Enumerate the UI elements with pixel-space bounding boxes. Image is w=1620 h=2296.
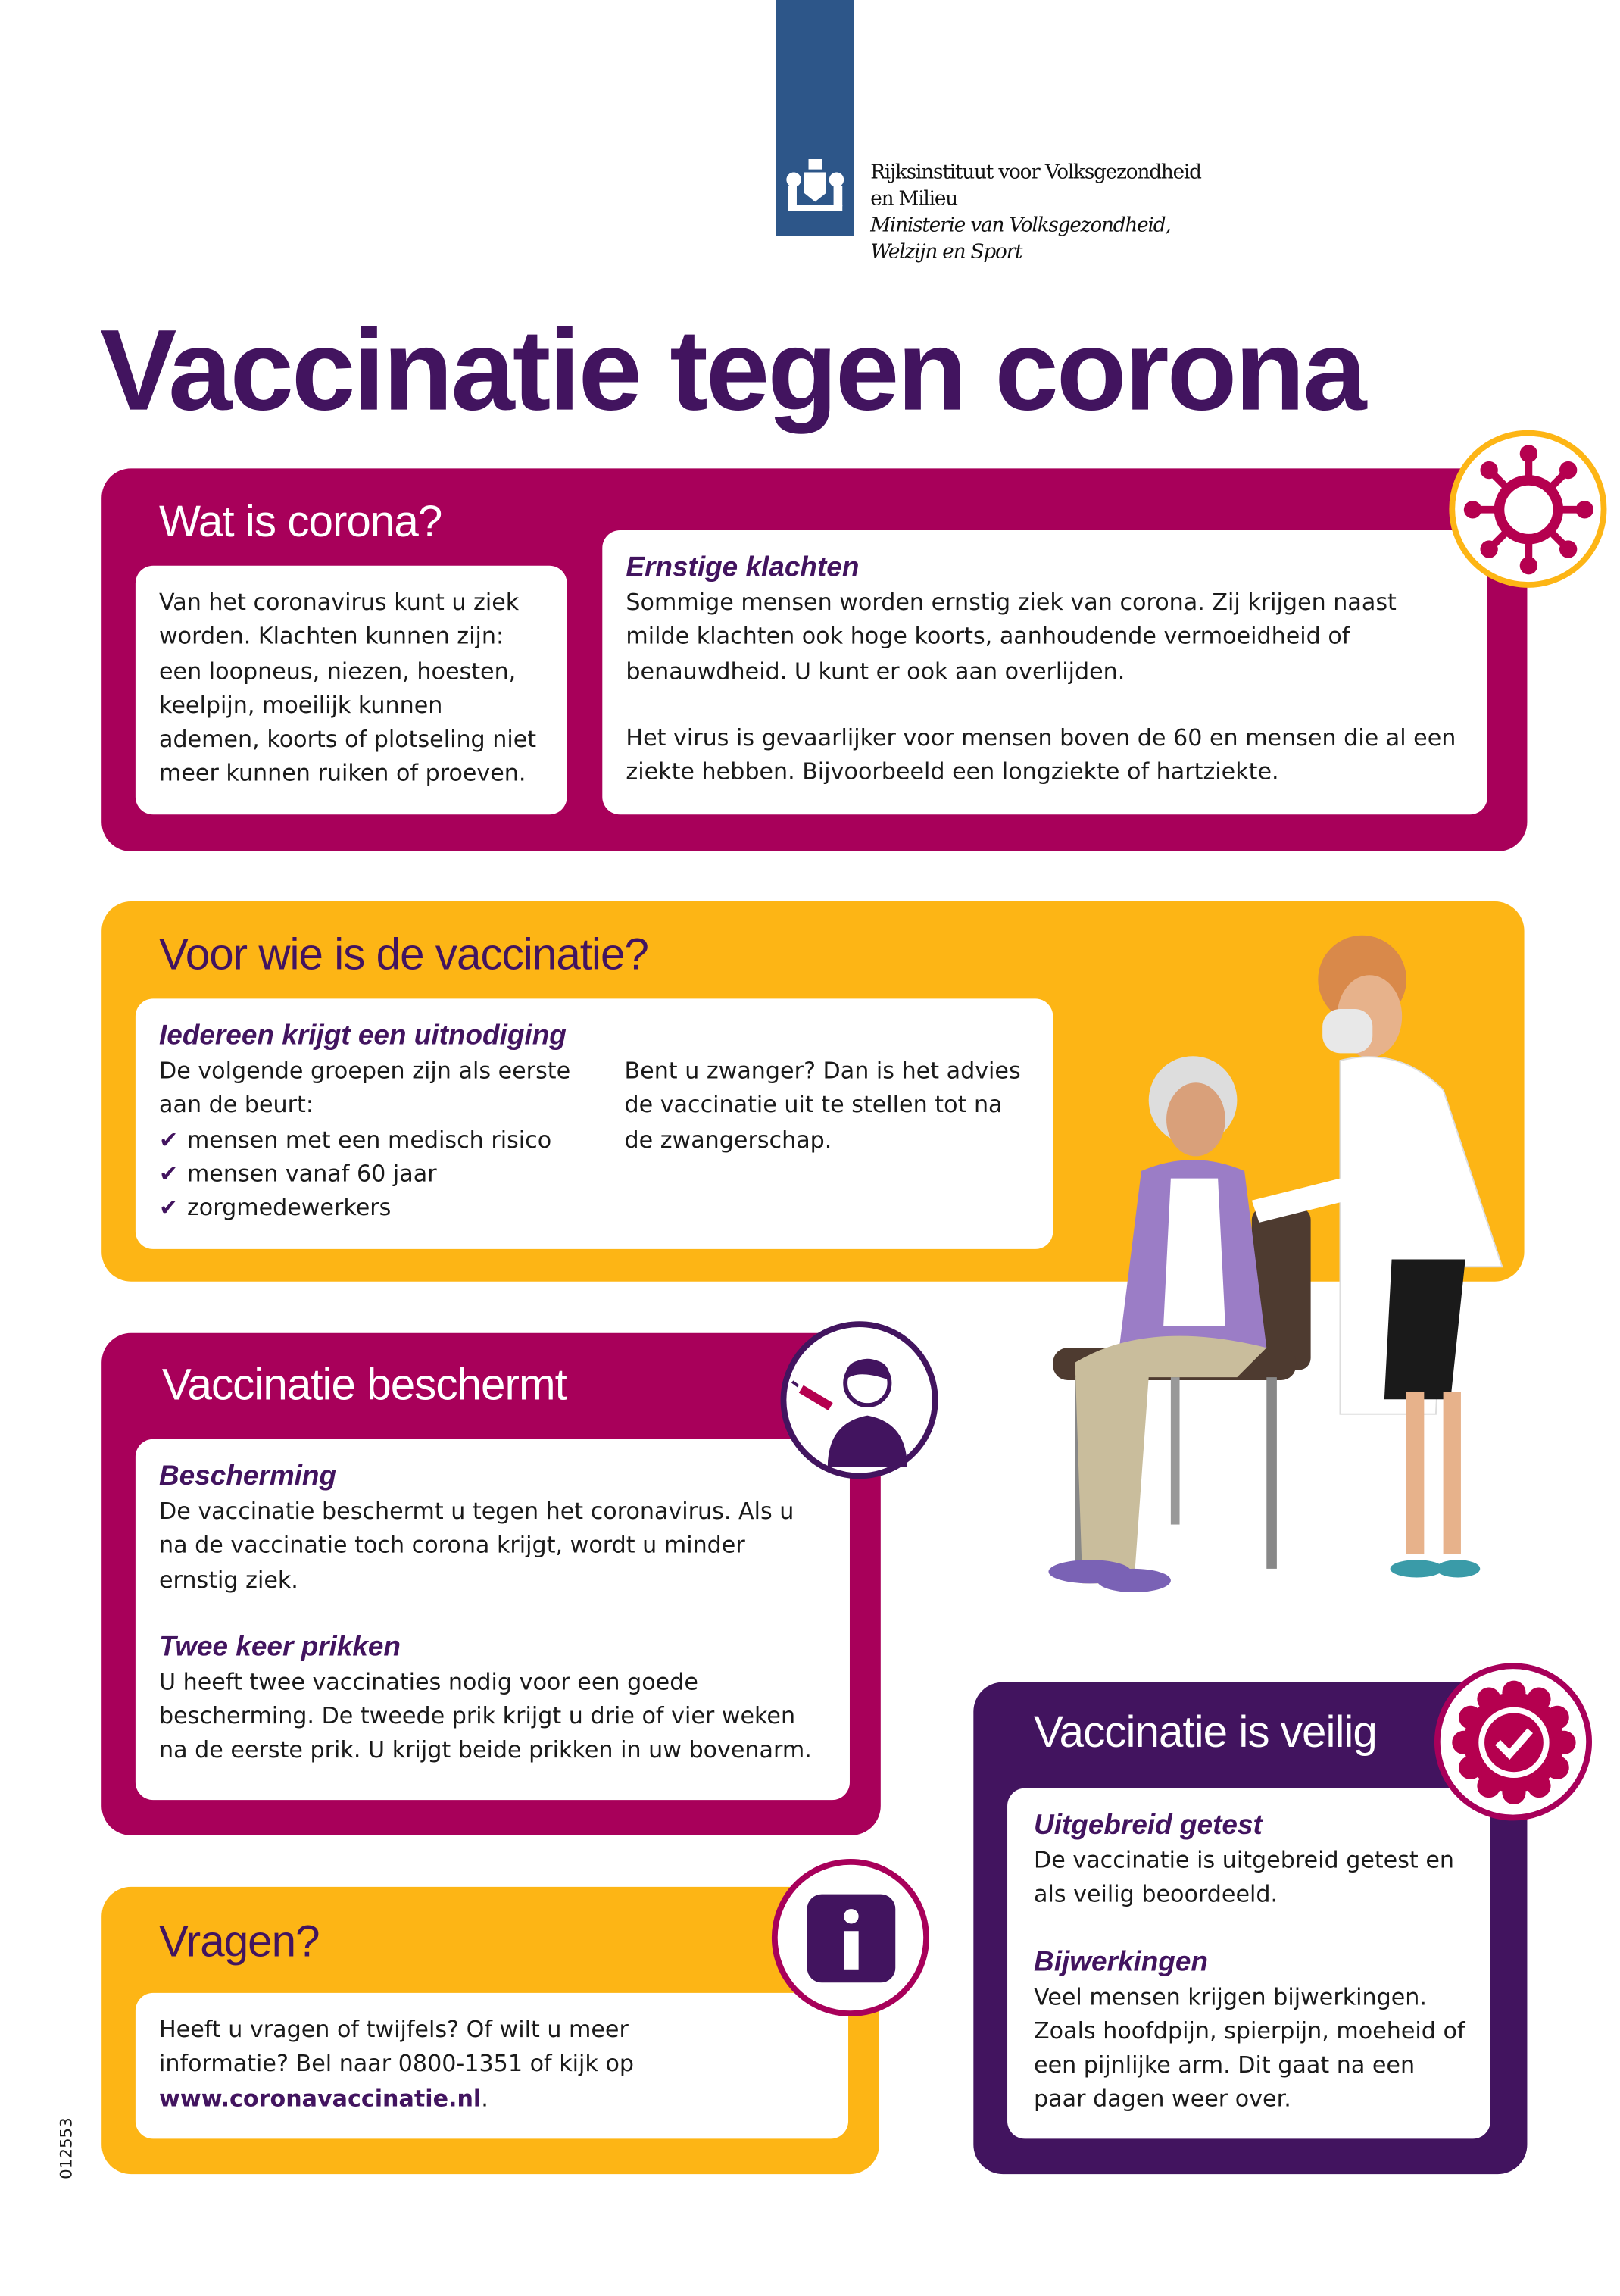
- paragraph: Sommige mensen worden ernstig ziek van corona. Zij krijgen naast milde klachten ook hoge koorts, aanhoudende vermoeidheid of benauwdheid. U kunt er ook aan overlijden.: [626, 589, 1397, 685]
- list-item: ✔ mensen met een medisch risico: [159, 1123, 579, 1157]
- website-link[interactable]: www.coronavaccinatie.nl: [159, 2085, 482, 2112]
- page-title: Vaccinatie tegen corona: [100, 305, 1365, 435]
- approved-badge-icon: [1434, 1663, 1592, 1820]
- questions-text: Heeft u vragen of twijfels? Of wilt u meer informatie? Bel naar 0800-1351 of kijk op: [159, 2016, 635, 2078]
- questions-card: [136, 1993, 848, 2139]
- coat-of-arms-icon: [782, 156, 849, 218]
- subheading: Uitgebreid getest: [1034, 1810, 1263, 1841]
- section-heading: Vaccinatie is veilig: [1034, 1708, 1377, 1757]
- paragraph: Veel mensen krijgen bijwerkingen. Zoals hoofdpijn, spierpijn, moeheid of een pijnlijke arm. Dit gaat na een paar dagen weer over.: [1034, 1983, 1465, 2113]
- vaccinated-person-icon: [781, 1321, 938, 1479]
- subheading: Twee keer prikken: [159, 1632, 401, 1663]
- paragraph: De volgende groepen zijn als eerste aan de beurt:: [159, 1057, 571, 1119]
- subheading: Bijwerkingen: [1034, 1946, 1208, 1978]
- section-heading: Wat is corona?: [159, 498, 442, 547]
- logo-text: [870, 159, 1201, 265]
- vaccination-illustration: [1031, 920, 1517, 1598]
- institute-name-2: en Milieu: [870, 186, 958, 211]
- pregnancy-text: Bent u zwanger? Dan is het advies de vaccinatie uit te stellen tot na de zwangerschap.: [624, 1057, 1021, 1153]
- list-item: ✔ zorgmedewerkers: [159, 1192, 579, 1226]
- groups-list: [159, 1123, 579, 1226]
- section-heading: Vaccinatie beschermt: [161, 1360, 567, 1410]
- section-heading: Vragen?: [159, 1917, 320, 1966]
- list-item: ✔ mensen vanaf 60 jaar: [159, 1157, 579, 1192]
- symptoms-card: [136, 566, 567, 815]
- info-icon: [772, 1859, 929, 2016]
- subheading: Bescherming: [159, 1460, 337, 1492]
- symptoms-text: Van het coronavirus kunt u ziek worden. Klachten kunnen zijn: een loopneus, niezen, hoesten, keelpijn, moeilijk kunnen ademen, koorts of plotseling niet meer kunnen ruiken of proeven.: [159, 589, 537, 788]
- protection-card: [136, 1439, 850, 1800]
- paragraph: Het virus is gevaarlijker voor mensen boven de 60 en mensen die al een ziekte hebben. Bijvoorbeeld een longziekte of hartziekte.: [626, 724, 1456, 786]
- patient: [1048, 1056, 1266, 1592]
- paragraph: De vaccinatie is uitgebreid getest en als veilig beoordeeld.: [1034, 1847, 1454, 1908]
- ministry-name-2: Welzijn en Sport: [870, 239, 1022, 264]
- logo-bar: [776, 0, 854, 236]
- virus-icon: [1449, 430, 1606, 588]
- subheading: Ernstige klachten: [626, 552, 860, 584]
- invitation-card: [136, 998, 1053, 1249]
- section-heading: Voor wie is de vaccinatie?: [159, 930, 648, 980]
- institute-name-1: Rijksinstituut voor Volksgezondheid: [870, 160, 1201, 185]
- paragraph: De vaccinatie beschermt u tegen het coronavirus. Als u na de vaccinatie toch corona krijgt, wordt u minder ernstig ziek.: [159, 1498, 794, 1594]
- paragraph: U heeft twee vaccinaties nodig voor een goede bescherming. De tweede prik krijgt u drie of vier weken na de eerste prik. U krijgt beide prikken in uw bovenarm.: [159, 1668, 812, 1764]
- ministry-name-1: Ministerie van Volksgezondheid,: [870, 213, 1171, 238]
- serious-symptoms-card: [602, 530, 1487, 814]
- period: .: [481, 2085, 488, 2112]
- subheading: Iedereen krijgt een uitnodiging: [159, 1020, 567, 1052]
- safety-card: [1007, 1788, 1490, 2139]
- document-code: 012553: [56, 2117, 76, 2179]
